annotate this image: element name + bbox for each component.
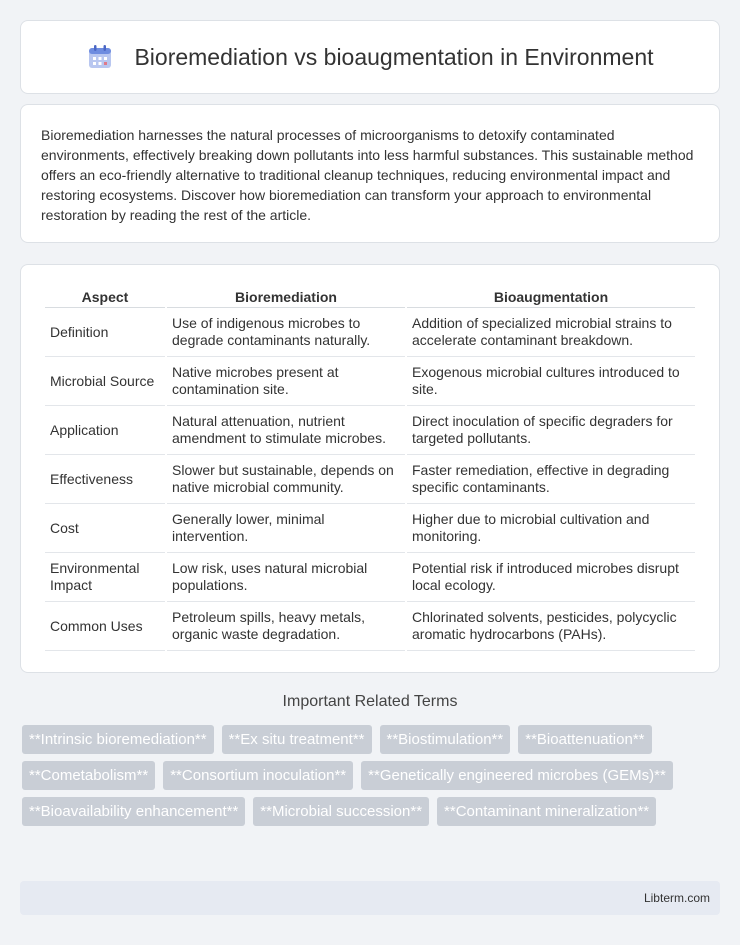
calendar-icon bbox=[86, 43, 114, 71]
row-bioremediation: Petroleum spills, heavy metals, organic waste degradation. bbox=[167, 602, 405, 651]
comparison-card bbox=[20, 264, 720, 673]
footer-site-link[interactable]: Libterm.com bbox=[643, 891, 710, 905]
row-aspect: Application bbox=[45, 406, 165, 455]
page-title: Bioremediation vs bioaugmentation in Environment bbox=[134, 43, 654, 70]
row-aspect: Environmental Impact bbox=[45, 553, 165, 602]
table-row bbox=[45, 455, 695, 504]
row-bioaugmentation: Potential risk if introduced microbes disrupt local ecology. bbox=[407, 553, 695, 602]
row-bioremediation: Use of indigenous microbes to degrade contaminants naturally. bbox=[167, 308, 405, 357]
header-card bbox=[20, 20, 720, 94]
row-bioremediation: Slower but sustainable, depends on native microbial community. bbox=[167, 455, 405, 504]
table-row bbox=[45, 406, 695, 455]
intro-card bbox=[20, 104, 720, 243]
row-aspect: Microbial Source bbox=[45, 357, 165, 406]
row-bioaugmentation: Chlorinated solvents, pesticides, polycyclic aromatic hydrocarbons (PAHs). bbox=[407, 602, 695, 651]
row-bioremediation: Generally lower, minimal intervention. bbox=[167, 504, 405, 553]
term-chip[interactable]: **Bioattenuation** bbox=[518, 725, 651, 754]
table-row bbox=[45, 553, 695, 602]
term-chip[interactable]: **Microbial succession** bbox=[253, 797, 429, 826]
row-bioremediation: Low risk, uses natural microbial populations. bbox=[167, 553, 405, 602]
header-aspect: Aspect bbox=[45, 285, 165, 308]
term-chip[interactable]: **Contaminant mineralization** bbox=[437, 797, 656, 826]
row-aspect: Effectiveness bbox=[45, 455, 165, 504]
row-aspect: Common Uses bbox=[45, 602, 165, 651]
table-row bbox=[45, 308, 695, 357]
term-chip[interactable]: **Ex situ treatment** bbox=[222, 725, 372, 754]
term-chip[interactable]: **Intrinsic bioremediation** bbox=[22, 725, 214, 754]
row-bioaugmentation: Higher due to microbial cultivation and monitoring. bbox=[407, 504, 695, 553]
table-row bbox=[45, 504, 695, 553]
row-bioremediation: Natural attenuation, nutrient amendment to stimulate microbes. bbox=[167, 406, 405, 455]
comparison-table bbox=[43, 285, 697, 651]
term-chip[interactable]: **Consortium inoculation** bbox=[163, 761, 353, 790]
footer bbox=[20, 881, 720, 915]
related-terms-title: Important Related Terms bbox=[282, 693, 458, 710]
intro-text: Bioremediation harnesses the natural processes of microorganisms to detoxify contaminated environments, effectively breaking down pollutants into less harmful substances. This sustainable method offers an eco-friendly alternative to traditional cleanup techniques, reducing environmental impact and restoring ecosystems. Discover how bioremediation can transform your approach to environmental restoration by reading the rest of the article. bbox=[41, 127, 694, 223]
term-chip[interactable]: **Biostimulation** bbox=[380, 725, 511, 754]
related-terms-list bbox=[22, 725, 722, 826]
table-row bbox=[45, 602, 695, 651]
term-chip[interactable]: **Bioavailability enhancement** bbox=[22, 797, 245, 826]
row-bioremediation: Native microbes present at contamination site. bbox=[167, 357, 405, 406]
header-bioaugmentation: Bioaugmentation bbox=[407, 285, 695, 308]
row-aspect: Definition bbox=[45, 308, 165, 357]
header-bioremediation: Bioremediation bbox=[167, 285, 405, 308]
term-chip[interactable]: **Cometabolism** bbox=[22, 761, 155, 790]
row-bioaugmentation: Exogenous microbial cultures introduced to site. bbox=[407, 357, 695, 406]
term-chip[interactable]: **Genetically engineered microbes (GEMs)** bbox=[361, 761, 673, 790]
table-header-row bbox=[45, 285, 695, 308]
table-row bbox=[45, 357, 695, 406]
row-bioaugmentation: Addition of specialized microbial strains to accelerate contaminant breakdown. bbox=[407, 308, 695, 357]
row-aspect: Cost bbox=[45, 504, 165, 553]
row-bioaugmentation: Direct inoculation of specific degraders for targeted pollutants. bbox=[407, 406, 695, 455]
row-bioaugmentation: Faster remediation, effective in degrading specific contaminants. bbox=[407, 455, 695, 504]
